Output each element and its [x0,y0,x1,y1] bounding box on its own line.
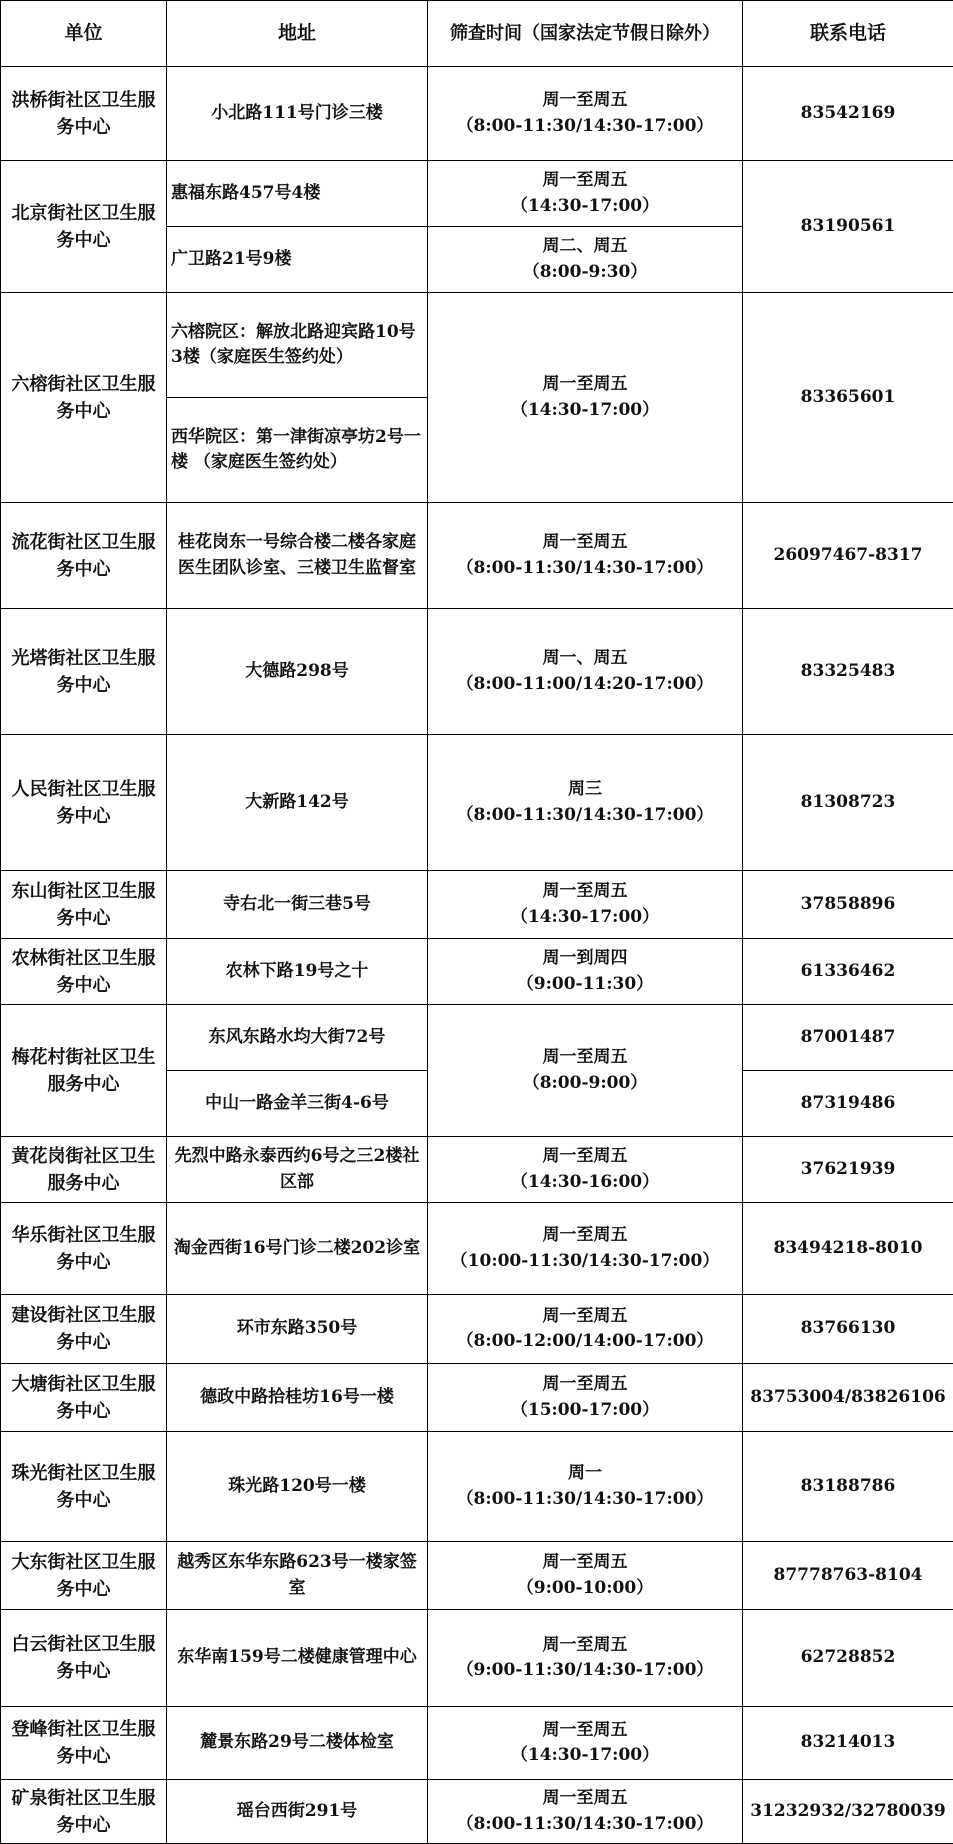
address-cell: 环市东路350号 [167,1295,428,1364]
unit-cell: 梅花村街社区卫生服务中心 [1,1005,167,1137]
hours-text: （8:00-11:30/14:30-17:00） [432,114,738,140]
hours-text: （14:30-16:00） [432,1170,738,1196]
header-phone: 联系电话 [743,1,953,67]
hours-text: （8:00-11:30/14:30-17:00） [432,556,738,582]
days-text: 周三 [432,777,738,803]
days-text: 周一至周五 [432,372,738,398]
time-cell [428,1295,743,1364]
time-cell [428,67,743,161]
hours-text: （8:00-11:30/14:30-17:00） [432,803,738,829]
days-text: 周一至周五 [432,1304,738,1330]
phone-cell: 83190561 [743,161,953,293]
address-cell: 瑶台西街291号 [167,1780,428,1844]
days-text: 周一至周五 [432,1550,738,1576]
unit-cell: 光塔街社区卫生服务中心 [1,609,167,735]
phone-cell: 87778763-8104 [743,1542,953,1610]
address-cell: 珠光路120号一楼 [167,1432,428,1542]
unit-cell: 大塘街社区卫生服务中心 [1,1364,167,1432]
address-cell: 桂花岗东一号综合楼二楼各家庭医生团队诊室、三楼卫生监督室 [167,503,428,609]
days-text: 周二、周五 [432,234,738,260]
hours-text: （14:30-17:00） [432,1743,738,1769]
table-row [1,293,953,398]
hours-text: （14:30-17:00） [432,905,738,931]
header-row [1,1,953,67]
phone-cell: 62728852 [743,1610,953,1707]
unit-cell: 人民街社区卫生服务中心 [1,735,167,871]
address-cell: 广卫路21号9楼 [167,227,428,293]
table-row [1,1707,953,1780]
address-cell: 中山一路金羊三街4-6号 [167,1071,428,1137]
header-address: 地址 [167,1,428,67]
unit-cell: 洪桥街社区卫生服务中心 [1,67,167,161]
phone-cell: 83494218-8010 [743,1203,953,1295]
table-row [1,1137,953,1203]
phone-cell: 83325483 [743,609,953,735]
phone-cell: 87319486 [743,1071,953,1137]
table-row [1,503,953,609]
days-text: 周一至周五 [432,1223,738,1249]
time-cell [428,1364,743,1432]
phone-cell: 61336462 [743,939,953,1005]
address-cell: 越秀区东华东路623号一楼家签室 [167,1542,428,1610]
unit-cell: 矿泉街社区卫生服务中心 [1,1780,167,1844]
time-cell [428,609,743,735]
hours-text: （14:30-17:00） [432,398,738,424]
table-row [1,1432,953,1542]
phone-cell: 37621939 [743,1137,953,1203]
unit-cell: 白云街社区卫生服务中心 [1,1610,167,1707]
table-row [1,735,953,871]
days-text: 周一至周五 [432,1045,738,1071]
hours-text: （15:00-17:00） [432,1398,738,1424]
days-text: 周一至周五 [432,168,738,194]
address-cell: 惠福东路457号4楼 [167,161,428,227]
time-cell [428,939,743,1005]
table-row [1,1610,953,1707]
address-cell: 东风东路水均大街72号 [167,1005,428,1071]
hours-text: （10:00-11:30/14:30-17:00） [432,1249,738,1275]
days-text: 周一至周五 [432,1144,738,1170]
hours-text: （14:30-17:00） [432,194,738,220]
phone-cell: 83753004/83826106 [743,1364,953,1432]
phone-cell: 83542169 [743,67,953,161]
time-cell [428,1610,743,1707]
address-cell: 德政中路拾桂坊16号一楼 [167,1364,428,1432]
hours-text: （8:00-11:00/14:20-17:00） [432,672,738,698]
address-cell: 小北路111号门诊三楼 [167,67,428,161]
time-cell [428,1432,743,1542]
time-cell [428,1203,743,1295]
hours-text: （8:00-9:30） [432,260,738,286]
hours-text: （9:00-11:30/14:30-17:00） [432,1658,738,1684]
phone-cell: 87001487 [743,1005,953,1071]
address-cell: 农林下路19号之十 [167,939,428,1005]
table-row [1,1295,953,1364]
hours-text: （8:00-11:30/14:30-17:00） [432,1812,738,1838]
days-text: 周一 [432,1461,738,1487]
phone-cell: 31232932/32780039 [743,1780,953,1844]
address-cell: 先烈中路永泰西约6号之三2楼社区部 [167,1137,428,1203]
hours-text: （8:00-9:00） [432,1071,738,1097]
unit-cell: 东山街社区卫生服务中心 [1,871,167,939]
table-row [1,939,953,1005]
address-cell: 麓景东路29号二楼体检室 [167,1707,428,1780]
table-row [1,609,953,735]
address-cell: 淘金西街16号门诊二楼202诊室 [167,1203,428,1295]
header-unit: 单位 [1,1,167,67]
unit-cell: 大东街社区卫生服务中心 [1,1542,167,1610]
days-text: 周一至周五 [432,88,738,114]
table-row [1,1005,953,1071]
time-cell [428,735,743,871]
time-cell [428,503,743,609]
address-cell: 六榕院区：解放北路迎宾路10号3楼（家庭医生签约处） [167,293,428,398]
table-row [1,1203,953,1295]
phone-cell: 26097467-8317 [743,503,953,609]
hours-text: （9:00-10:00） [432,1576,738,1602]
days-text: 周一至周五 [432,530,738,556]
days-text: 周一、周五 [432,646,738,672]
phone-cell: 81308723 [743,735,953,871]
unit-cell: 珠光街社区卫生服务中心 [1,1432,167,1542]
address-cell: 西华院区：第一津街凉亭坊2号一楼 （家庭医生签约处） [167,398,428,503]
unit-cell: 登峰街社区卫生服务中心 [1,1707,167,1780]
address-cell: 寺右北一街三巷5号 [167,871,428,939]
table-row [1,1542,953,1610]
days-text: 周一至周五 [432,1786,738,1812]
table-row [1,871,953,939]
table-row [1,1364,953,1432]
time-cell [428,293,743,503]
time-cell [428,1005,743,1137]
phone-cell: 83365601 [743,293,953,503]
table-row [1,67,953,161]
phone-cell: 83188786 [743,1432,953,1542]
address-cell: 大新路142号 [167,735,428,871]
phone-cell: 83214013 [743,1707,953,1780]
unit-cell: 建设街社区卫生服务中心 [1,1295,167,1364]
address-cell: 东华南159号二楼健康管理中心 [167,1610,428,1707]
table-row [1,161,953,227]
hours-text: （8:00-11:30/14:30-17:00） [432,1487,738,1513]
time-cell [428,1707,743,1780]
hours-text: （8:00-12:00/14:00-17:00） [432,1329,738,1355]
time-cell [428,1137,743,1203]
time-cell [428,227,743,293]
unit-cell: 六榕街社区卫生服务中心 [1,293,167,503]
time-cell [428,161,743,227]
time-cell [428,1542,743,1610]
unit-cell: 北京街社区卫生服务中心 [1,161,167,293]
time-cell [428,871,743,939]
header-time: 筛查时间（国家法定节假日除外） [428,1,743,67]
unit-cell: 华乐街社区卫生服务中心 [1,1203,167,1295]
phone-cell: 83766130 [743,1295,953,1364]
days-text: 周一至周五 [432,1633,738,1659]
days-text: 周一至周五 [432,1372,738,1398]
phone-cell: 37858896 [743,871,953,939]
hours-text: （9:00-11:30） [432,972,738,998]
days-text: 周一至周五 [432,879,738,905]
unit-cell: 流花街社区卫生服务中心 [1,503,167,609]
unit-cell: 农林街社区卫生服务中心 [1,939,167,1005]
days-text: 周一至周五 [432,1718,738,1744]
unit-cell: 黄花岗街社区卫生服务中心 [1,1137,167,1203]
days-text: 周一到周四 [432,946,738,972]
address-cell: 大德路298号 [167,609,428,735]
